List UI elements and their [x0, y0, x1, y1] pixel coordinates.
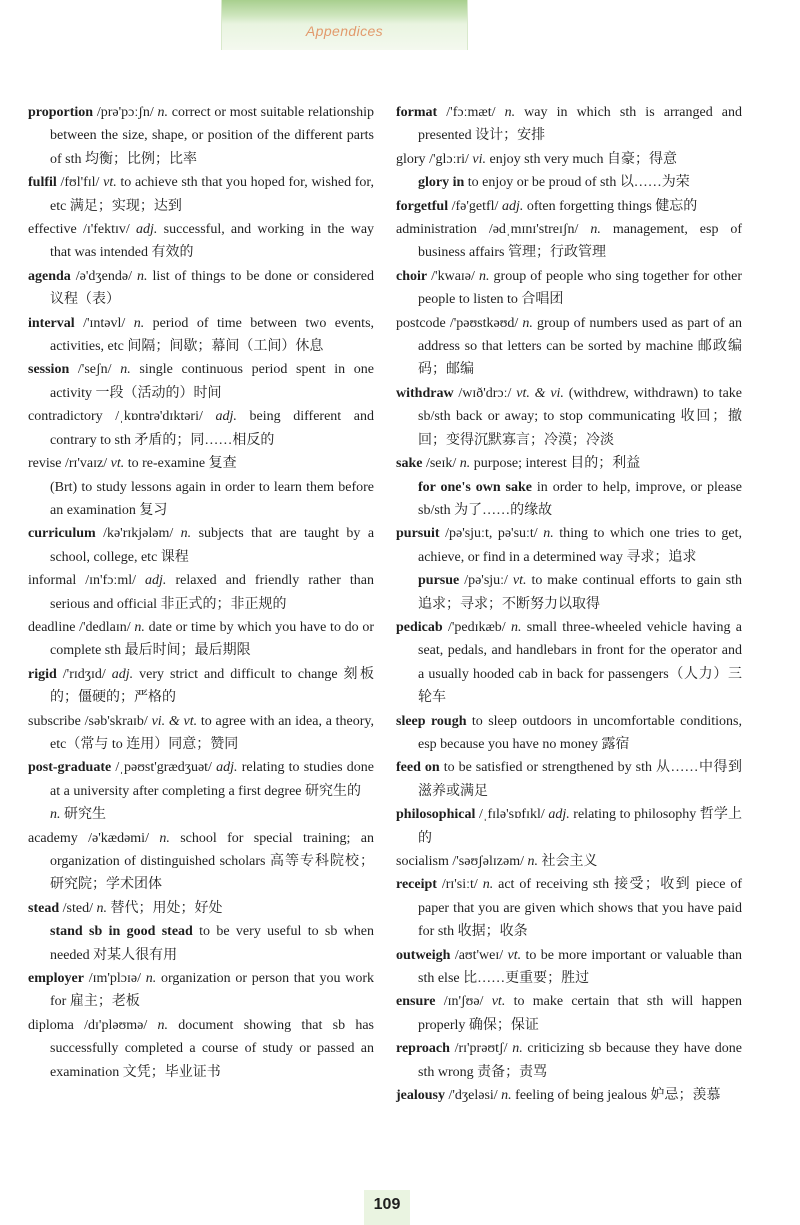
entry-pronunciation: /'pedɪkæb/ — [447, 619, 506, 635]
dictionary-entry — [28, 218, 374, 265]
right-column — [396, 101, 742, 1107]
entry-pronunciation: /dɪ'pləʊmə/ — [84, 1017, 148, 1033]
dictionary-entry — [396, 218, 742, 265]
entry-part-of-speech: n. — [96, 900, 107, 916]
entry-part-of-speech: n. — [590, 222, 601, 238]
entry-headword: academy — [28, 830, 78, 846]
entry-headword: jealousy — [396, 1088, 445, 1104]
entry-pronunciation: /'səʊʃəlɪzəm/ — [452, 854, 525, 869]
entry-pronunciation: /rɪ'vaɪz/ — [64, 456, 108, 472]
entry-part-of-speech: n. — [459, 456, 471, 472]
dictionary-entry — [28, 663, 374, 710]
entry-part-of-speech: n. — [159, 830, 170, 846]
dictionary-entry — [396, 873, 742, 943]
entry-headword: post-graduate — [28, 760, 112, 776]
dictionary-entry — [28, 967, 374, 1014]
entry-definition: in order to help, improve, or please sb/sth 为了……的缘故 — [418, 479, 743, 518]
entry-headword: withdraw — [396, 385, 454, 401]
entry-definition: successful, and working in the way that was intended 有效的 — [50, 222, 375, 261]
entry-pronunciation: /rɪ'siːt/ — [441, 877, 478, 893]
dictionary-entry — [28, 827, 374, 897]
dictionary-entry — [28, 803, 374, 826]
entry-pronunciation: /sted/ — [62, 900, 93, 916]
entry-part-of-speech: adj. — [145, 573, 167, 589]
entry-definition: (withdrew, withdrawn) to take sb/sth back or away; to stop communicating 收回；撤回；变得沉默寡言；冷漠；冷淡 — [418, 385, 742, 448]
dictionary-entry — [28, 569, 374, 616]
entry-definition: date or time by which you have to do or complete sth 最后时间；最后期限 — [50, 619, 375, 659]
entry-part-of-speech: n. — [134, 619, 145, 635]
dictionary-entry — [28, 920, 374, 967]
entry-part-of-speech: n. — [120, 362, 131, 378]
entry-headword: informal — [28, 573, 77, 589]
entry-definition: thing to which one tries to get, achieve, or find in a determined way 寻求；追求 — [418, 526, 742, 565]
entry-definition: period of time between two events, activities, etc 间隔；间歇；幕间（工间）休息 — [50, 315, 375, 355]
entry-part-of-speech: n. — [478, 268, 490, 284]
entry-pronunciation: /ˌkɒntrə'dɪktəri/ — [115, 409, 203, 425]
entry-part-of-speech: adj. — [501, 198, 524, 214]
dictionary-entry — [28, 476, 374, 523]
dictionary-entry — [396, 710, 742, 757]
entry-definition: school for special training; an organization of distinguished scholars 高等专科院校；研究院；学术团体 — [50, 830, 375, 893]
entry-pronunciation: /ə'dʒendə/ — [75, 268, 132, 284]
entry-definition: (Brt) to study lessons again in order to learn them before an examination 复习 — [50, 479, 374, 518]
entry-part-of-speech: n. — [504, 105, 516, 120]
entry-definition: to re-examine 复查 — [127, 456, 237, 472]
entry-part-of-speech: n. — [50, 807, 61, 823]
entry-headword: sake — [396, 456, 423, 472]
dictionary-entry — [396, 944, 742, 991]
entry-definition: relaxed and friendly rather than serious and official 非正式的；非正规的 — [50, 573, 375, 612]
dictionary-entry — [396, 171, 742, 194]
entry-definition: relating to philosophy 哲学上的 — [418, 807, 742, 846]
page-number: 109 — [364, 1190, 410, 1225]
entry-part-of-speech: vt. — [512, 573, 527, 589]
entry-pronunciation: /kə'rɪkjələm/ — [103, 526, 174, 542]
entry-part-of-speech: vt. — [110, 456, 125, 472]
entry-pronunciation: /prə'pɔːʃn/ — [96, 105, 154, 120]
entry-definition: list of things to be done or considered 议程（表） — [50, 268, 375, 308]
dictionary-entry — [396, 522, 742, 569]
entry-definition: to be very useful to sb when needed 对某人很有用 — [50, 924, 375, 963]
entry-headword: feed on — [396, 760, 440, 776]
entry-definition: to be satisfied or strengthened by sth 从……中得到滋养或满足 — [418, 760, 743, 799]
dictionary-entry — [28, 452, 374, 475]
dictionary-entry — [28, 405, 374, 452]
entry-headword: outweigh — [396, 947, 451, 963]
dictionary-entry — [28, 756, 374, 803]
entry-headword: session — [28, 362, 70, 378]
entry-definition: correct or most suitable relationship between the size, shape, or position of the different parts of sth 均衡；比例；比率 — [50, 105, 375, 167]
dictionary-entry — [28, 101, 374, 171]
entry-headword: glory in — [418, 175, 465, 191]
entry-pronunciation: /ədˌmɪnɪ'streɪʃn/ — [488, 222, 579, 238]
entry-pronunciation: /pə'sjuːt, pə'suːt/ — [445, 526, 538, 542]
entry-headword: philosophical — [396, 807, 476, 823]
entry-headword: proportion — [28, 105, 94, 120]
dictionary-entry — [396, 756, 742, 803]
entry-definition: to agree with an idea, a theory, etc（常与 to 连用）同意；赞同 — [50, 713, 375, 752]
dictionary-entry — [28, 522, 374, 569]
entry-headword: sleep rough — [396, 713, 467, 729]
entry-part-of-speech: n. — [157, 105, 169, 120]
dictionary-entry — [28, 358, 374, 405]
dictionary-entry — [28, 265, 374, 312]
entry-pronunciation: /ɪ'fektɪv/ — [82, 222, 130, 238]
entry-pronunciation: /aʊt'weɪ/ — [454, 947, 504, 963]
entry-headword: stead — [28, 900, 60, 916]
entry-definition: management, esp of business affairs 管理；行政管理 — [418, 222, 743, 261]
entry-definition: criticizing sb because they have done sth wrong 责备；责骂 — [418, 1041, 743, 1080]
entry-pronunciation: /ˌpəʊst'grædʒuət/ — [115, 760, 212, 776]
dictionary-entry — [396, 803, 742, 850]
entry-part-of-speech: vi. & vt. — [151, 713, 198, 729]
entry-definition: often forgetting things 健忘的 — [526, 198, 698, 214]
entry-pronunciation: /səb'skraɪb/ — [84, 713, 148, 729]
entry-part-of-speech: vt. & vi. — [516, 385, 564, 401]
entry-headword: forgetful — [396, 198, 449, 214]
section-banner — [221, 0, 468, 50]
entry-definition: single continuous period spent in one activity 一段（活动的）时间 — [50, 362, 375, 401]
entry-pronunciation: /'glɔːri/ — [429, 151, 469, 167]
entry-part-of-speech: n. — [482, 877, 494, 893]
entry-definition: way in which sth is arranged and presented 设计；安排 — [418, 105, 742, 144]
entry-part-of-speech: adj. — [136, 222, 158, 238]
entry-part-of-speech: adj. — [216, 760, 238, 776]
entry-headword: pursue — [418, 573, 460, 589]
dictionary-entry — [28, 171, 374, 218]
dictionary-entry — [396, 1084, 742, 1107]
dictionary-entry — [28, 312, 374, 359]
entry-part-of-speech: vt. — [491, 994, 506, 1010]
entry-definition: feeling of being jealous 妒忌；羡慕 — [515, 1088, 721, 1104]
entry-definition: to enjoy or be proud of sth 以……为荣 — [467, 175, 690, 191]
dictionary-entry — [396, 616, 742, 710]
section-label: Appendices — [305, 23, 384, 39]
dictionary-entry — [396, 101, 742, 148]
entry-part-of-speech: n. — [136, 268, 148, 284]
entry-definition: group of numbers used as part of an address so that letters can be sorted by machine 邮政编码；邮编 — [418, 315, 742, 378]
entry-headword: diploma — [28, 1017, 74, 1033]
entry-headword: deadline — [28, 619, 76, 635]
entry-part-of-speech: adj. — [111, 666, 134, 682]
entry-pronunciation: /'pəʊstkəʊd/ — [449, 315, 519, 331]
entry-headword: curriculum — [28, 526, 96, 542]
entry-definition: 研究生 — [64, 807, 106, 823]
dictionary-entry — [396, 148, 742, 171]
entry-part-of-speech: n. — [527, 854, 539, 869]
entry-definition: document showing that sb has successfully completed a course of study or passed an examination 文凭；毕业证书 — [50, 1017, 374, 1080]
entry-part-of-speech: n. — [543, 526, 554, 542]
entry-definition: group of people who sing together for other people to listen to 合唱团 — [418, 268, 742, 308]
entry-pronunciation: /ɪn'ʃʊə/ — [443, 994, 484, 1010]
entry-pronunciation: /fʊl'fɪl/ — [60, 175, 100, 191]
dictionary-entry — [28, 897, 374, 920]
entry-definition: enjoy sth very much 自豪；得意 — [489, 151, 677, 167]
left-column — [28, 101, 374, 1084]
entry-pronunciation: /'rɪdʒɪd/ — [62, 666, 106, 682]
entry-definition: to sleep outdoors in uncomfortable conditions, esp because you have no money 露宿 — [418, 713, 742, 752]
entry-part-of-speech: adj. — [548, 807, 570, 823]
entry-definition: relating to studies done at a university after completing a first degree 研究生的 — [50, 760, 375, 799]
dictionary-entry — [396, 990, 742, 1037]
dictionary-entry — [396, 1037, 742, 1084]
entry-definition: to make continual efforts to gain sth 追求；寻求；不断努力以取得 — [418, 573, 743, 612]
dictionary-entry — [396, 850, 742, 873]
entry-definition: purpose; interest 目的；利益 — [473, 456, 641, 472]
dictionary-entry — [396, 195, 742, 218]
entry-definition: to make certain that sth will happen properly 确保；保证 — [418, 994, 743, 1033]
entry-pronunciation: /ɪm'plɔɪə/ — [88, 971, 141, 987]
dictionary-entry — [396, 452, 742, 475]
entry-part-of-speech: vt. — [103, 175, 117, 191]
entry-pronunciation: /'dedlaɪn/ — [79, 619, 131, 635]
entry-definition: 社会主义 — [541, 854, 598, 869]
entry-pronunciation: /'seʃn/ — [77, 362, 112, 378]
entry-part-of-speech: adj. — [215, 409, 237, 425]
entry-pronunciation: /seɪk/ — [425, 456, 457, 472]
entry-pronunciation: /'fɔːmæt/ — [446, 105, 496, 120]
entry-headword: glory — [396, 151, 426, 167]
entry-pronunciation: /'kwaɪə/ — [431, 268, 475, 284]
entry-headword: pursuit — [396, 526, 440, 542]
entry-headword: reproach — [396, 1041, 450, 1057]
entry-headword: agenda — [28, 268, 71, 284]
entry-headword: format — [396, 105, 438, 120]
entry-part-of-speech: n. — [145, 971, 157, 987]
entry-pronunciation: /'ɪntəvl/ — [83, 315, 126, 331]
entry-pronunciation: /fə'getfl/ — [451, 198, 499, 214]
entry-headword: rigid — [28, 666, 57, 682]
entry-definition: organization or person that you work for 雇主；老板 — [50, 971, 374, 1010]
entry-pronunciation: /ˌfɪlə'sɒfɪkl/ — [478, 807, 545, 823]
dictionary-entry — [28, 1014, 374, 1084]
entry-pronunciation: /pə'sjuː/ — [464, 573, 508, 589]
entry-headword: pedicab — [396, 619, 443, 635]
entry-headword: fulfil — [28, 175, 57, 191]
entry-pronunciation: /ɪn'fɔːml/ — [85, 573, 136, 589]
entry-part-of-speech: vi. — [472, 151, 487, 167]
entry-headword: interval — [28, 315, 75, 331]
entry-headword: effective — [28, 222, 77, 238]
entry-pronunciation: /'dʒeləsi/ — [448, 1088, 498, 1104]
entry-definition: to achieve sth that you hoped for, wished for, etc 满足；实现；达到 — [50, 175, 375, 214]
entry-definition: being different and contrary to sth 矛盾的；同……相反的 — [50, 409, 375, 448]
entry-headword: receipt — [396, 877, 437, 893]
dictionary-entry — [396, 569, 742, 616]
dictionary-entry — [396, 312, 742, 382]
dictionary-entry — [396, 265, 742, 312]
entry-headword: subscribe — [28, 713, 81, 729]
entry-pronunciation: /wɪð'drɔː/ — [458, 385, 512, 401]
entry-headword: administration — [396, 222, 477, 238]
entry-part-of-speech: n. — [522, 315, 533, 331]
entry-part-of-speech: n. — [157, 1017, 168, 1033]
entry-headword: for one's own sake — [418, 479, 532, 495]
entry-definition: to be more important or valuable than sth else 比……更重要；胜过 — [418, 947, 743, 987]
entry-pronunciation: /rɪ'prəʊtʃ/ — [454, 1041, 508, 1057]
dictionary-entry — [28, 710, 374, 757]
entry-headword: contradictory — [28, 409, 103, 425]
entry-pronunciation: /ə'kædəmi/ — [88, 830, 149, 846]
entry-headword: postcode — [396, 315, 446, 331]
entry-headword: employer — [28, 971, 84, 987]
entry-part-of-speech: n. — [510, 619, 522, 635]
entry-headword: socialism — [396, 854, 449, 869]
entry-headword: revise — [28, 456, 62, 472]
entry-definition: subjects that are taught by a school, college, etc 课程 — [50, 526, 375, 565]
entry-headword: choir — [396, 268, 428, 284]
entry-headword: ensure — [396, 994, 436, 1010]
entry-part-of-speech: n. — [512, 1041, 523, 1057]
dictionary-entry — [396, 476, 742, 523]
entry-definition: 替代；用处；好处 — [110, 900, 223, 916]
entry-definition: very strict and difficult to change 刻板的；僵硬的；严格的 — [50, 666, 375, 706]
entry-part-of-speech: n. — [501, 1088, 512, 1104]
entry-headword: stand sb in good stead — [50, 924, 193, 940]
entry-part-of-speech: n. — [180, 526, 192, 542]
entry-definition: small three-wheeled vehicle having a seat, pedals, and handlebars in front for the operator and a usually hooded cab in back for passengers（人力）三轮车 — [418, 619, 743, 706]
entry-part-of-speech: n. — [133, 315, 145, 331]
entry-definition: act of receiving sth 接受；收到 piece of paper that you are given which shows that you have paid for sth 收据；收条 — [418, 877, 742, 940]
entry-part-of-speech: vt. — [507, 947, 522, 963]
dictionary-entry — [28, 616, 374, 663]
dictionary-entry — [396, 382, 742, 452]
